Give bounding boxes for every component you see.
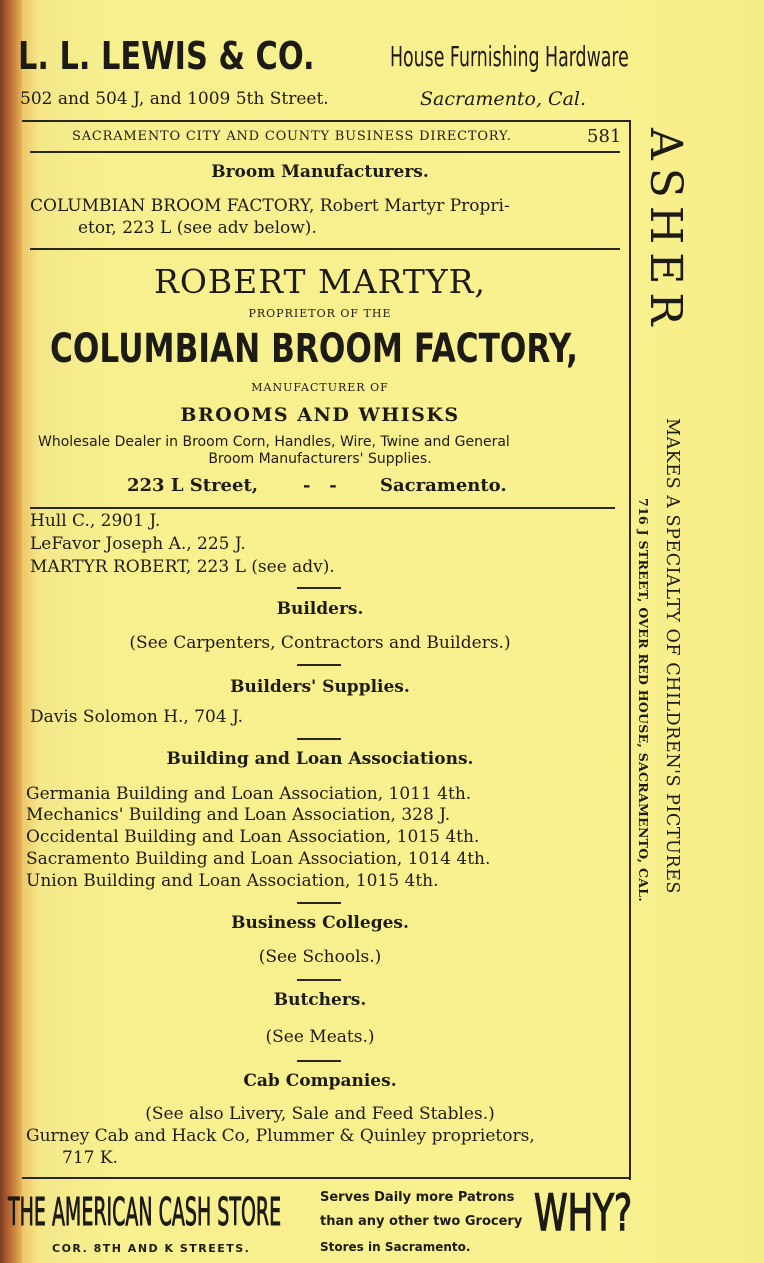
heading-builders: Builders. [276, 599, 364, 619]
business-colleges-note: (See Schools.) [258, 947, 382, 967]
entry-mechanics: Mechanics' Building and Loan Association, 328 J. [26, 805, 451, 825]
side-ad-line1: MAKES A SPECIALTY OF CHILDREN'S PICTURES [662, 418, 682, 894]
entry-lefavor: LeFavor Joseph A., 225 J. [30, 534, 246, 554]
heading-building-loan: Building and Loan Associations. [166, 749, 474, 769]
ad-products: BROOMS AND WHISKS [180, 404, 460, 426]
ad-manufacturer: MANUFACTURER OF [251, 381, 389, 394]
header-company: L. L. LEWIS & CO. [18, 34, 315, 78]
rule-bottom [22, 1177, 630, 1179]
entry-gurney-line1: Gurney Cab and Hack Co, Plummer & Quinley proprietors, [26, 1126, 535, 1146]
footer-why: WHY? [534, 1184, 633, 1242]
entry-martyr: MARTYR ROBERT, 223 L (see adv). [30, 557, 335, 577]
side-ad-name: ASHER [640, 128, 691, 334]
ad-street: 223 L Street, [127, 475, 259, 496]
rule-right [629, 120, 631, 1180]
header-address: 502 and 504 J, and 1009 5th Street. [20, 89, 329, 109]
ad-name: ROBERT MARTYR, [153, 262, 487, 301]
ad-proprietor: PROPRIETOR OF THE [248, 307, 392, 320]
builders-note: (See Carpenters, Contractors and Builders.) [129, 633, 511, 653]
heading-builders-supplies: Builders' Supplies. [230, 677, 410, 697]
entry-occidental: Occidental Building and Loan Association, 1015 4th. [26, 827, 480, 847]
heading-butchers: Butchers. [273, 990, 367, 1010]
footer-store: THE AMERICAN CASH STORE [8, 1190, 282, 1234]
side-ad-line2: 716 J STREET, OVER RED HOUSE, SACRAMENTO, CAL. [636, 498, 651, 903]
heading-broom-manufacturers: Broom Manufacturers. [211, 162, 429, 182]
ad-wholesale-line1: Wholesale Dealer in Broom Corn, Handles, Wire, Twine and General [38, 434, 510, 450]
page-number: 581 [587, 126, 622, 147]
entry-gurney-line2: 717 K. [62, 1148, 118, 1168]
heading-cab-companies: Cab Companies. [243, 1071, 397, 1091]
ad-factory: COLUMBIAN BROOM FACTORY, [50, 326, 579, 372]
section-divider [297, 1060, 341, 1062]
rule-ad-bottom [30, 507, 615, 509]
section-divider [297, 587, 341, 589]
entry-sacramento: Sacramento Building and Loan Association, 1014 4th. [26, 849, 491, 869]
section-divider [297, 902, 341, 904]
rule-top [22, 120, 630, 122]
footer-serves-line1: Serves Daily more Patrons [320, 1190, 515, 1205]
footer-address: COR. 8TH AND K STREETS. [52, 1242, 251, 1255]
footer-serves-line2: than any other two Grocery [320, 1214, 523, 1229]
header-city: Sacramento, Cal. [420, 88, 587, 110]
section-divider [297, 979, 341, 981]
page-binding-edge [0, 0, 22, 1263]
entry-union: Union Building and Loan Association, 1015 4th. [26, 871, 439, 891]
entry-germania: Germania Building and Loan Association, 1011 4th. [26, 784, 472, 804]
entry-hull: Hull C., 2901 J. [30, 511, 161, 531]
ad-dashes: - - [303, 475, 337, 496]
header-tagline: House Furnishing Hardware [390, 40, 629, 73]
heading-business-colleges: Business Colleges. [231, 913, 409, 933]
broom-entry-line2: etor, 223 L (see adv below). [78, 218, 317, 238]
rule-ad-top [30, 248, 620, 250]
rule-below-head [30, 151, 620, 153]
butchers-note: (See Meats.) [265, 1027, 375, 1047]
ad-wholesale-line2: Broom Manufacturers' Supplies. [208, 451, 432, 467]
ad-city: Sacramento. [380, 475, 507, 496]
footer-serves-line3: Stores in Sacramento. [320, 1240, 471, 1254]
running-head-title: SACRAMENTO CITY AND COUNTY BUSINESS DIRECTORY. [72, 129, 512, 144]
section-divider [297, 738, 341, 740]
section-divider [297, 664, 341, 666]
broom-entry-line1: COLUMBIAN BROOM FACTORY, Robert Martyr Propri- [30, 196, 510, 216]
entry-davis: Davis Solomon H., 704 J. [30, 707, 243, 727]
cab-note: (See also Livery, Sale and Feed Stables.) [145, 1104, 495, 1124]
